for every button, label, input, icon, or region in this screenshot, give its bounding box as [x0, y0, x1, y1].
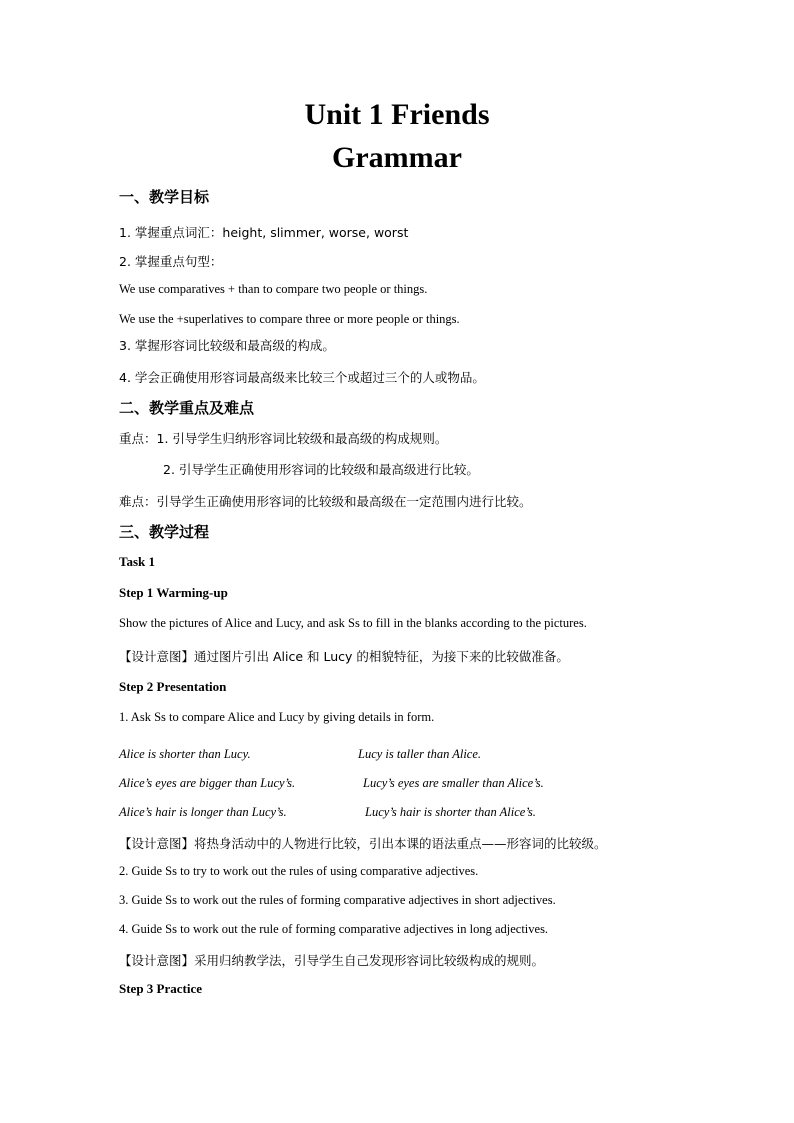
objective-1: 1. 掌握重点词汇：height, slimmer, worse, worst: [119, 225, 409, 240]
example-1-right: Lucy is taller than Alice.: [358, 747, 482, 761]
example-3-right: Lucy’s hair is shorter than Alice’s.: [365, 805, 536, 819]
section-heading-key-points: 二、教学重点及难点: [119, 399, 255, 417]
objective-2: 2. 掌握重点句型：: [119, 254, 223, 269]
objective-4: 4. 学会正确使用形容词最高级来比较三个或超过三个的人或物品。: [119, 370, 485, 385]
step-1-heading: Step 1 Warming-up: [119, 585, 228, 600]
step-1-text: Show the pictures of Alice and Lucy, and ask Ss to fill in the blanks according to the pictures.: [119, 616, 587, 630]
key-point-2: 2. 引导学生正确使用形容词的比较级和最高级进行比较。: [163, 462, 479, 477]
step-2-item-1: 1. Ask Ss to compare Alice and Lucy by giving details in form.: [119, 710, 435, 724]
section-heading-objectives: 一、教学目标: [119, 188, 210, 206]
task-label: Task 1: [119, 554, 156, 569]
key-point-1: 重点：1. 引导学生归纳形容词比较级和最高级的构成规则。: [119, 431, 448, 446]
step-2-item-3: 3. Guide Ss to work out the rules of forming comparative adjectives in short adjectives.: [119, 893, 556, 907]
document-title: Unit 1 Friends: [304, 98, 490, 131]
difficult-point: 难点：引导学生正确使用形容词的比较级和最高级在一定范围内进行比较。: [119, 494, 532, 509]
objective-2-sentence-2: We use the +superlatives to compare three or more people or things.: [119, 312, 460, 326]
step-2-item-4: 4. Guide Ss to work out the rule of forming comparative adjectives in long adjectives.: [119, 922, 549, 936]
example-2-left: Alice’s eyes are bigger than Lucy’s.: [119, 776, 296, 790]
objective-2-sentence-1: We use comparatives + than to compare two people or things.: [119, 282, 428, 296]
example-3-left: Alice’s hair is longer than Lucy’s.: [119, 805, 287, 819]
step-2-design-intent: 【设计意图】将热身活动中的人物进行比较，引出本课的语法重点——形容词的比较级。: [119, 836, 607, 851]
step-2-design-intent-2: 【设计意图】采用归纳教学法，引导学生自己发现形容词比较级构成的规则。: [119, 953, 545, 968]
example-2-right: Lucy’s eyes are smaller than Alice’s.: [363, 776, 544, 790]
objective-3: 3. 掌握形容词比较级和最高级的构成。: [119, 338, 335, 353]
step-2-heading: Step 2 Presentation: [119, 679, 227, 694]
example-1-left: Alice is shorter than Lucy.: [119, 747, 251, 761]
document-subtitle: Grammar: [332, 141, 462, 174]
step-3-heading: Step 3 Practice: [119, 981, 203, 996]
step-1-design-intent: 【设计意图】通过图片引出 Alice 和 Lucy 的相貌特征，为接下来的比较做准备。: [119, 649, 569, 664]
section-heading-process: 三、教学过程: [119, 523, 210, 541]
step-2-item-2: 2. Guide Ss to try to work out the rules of using comparative adjectives.: [119, 864, 479, 878]
